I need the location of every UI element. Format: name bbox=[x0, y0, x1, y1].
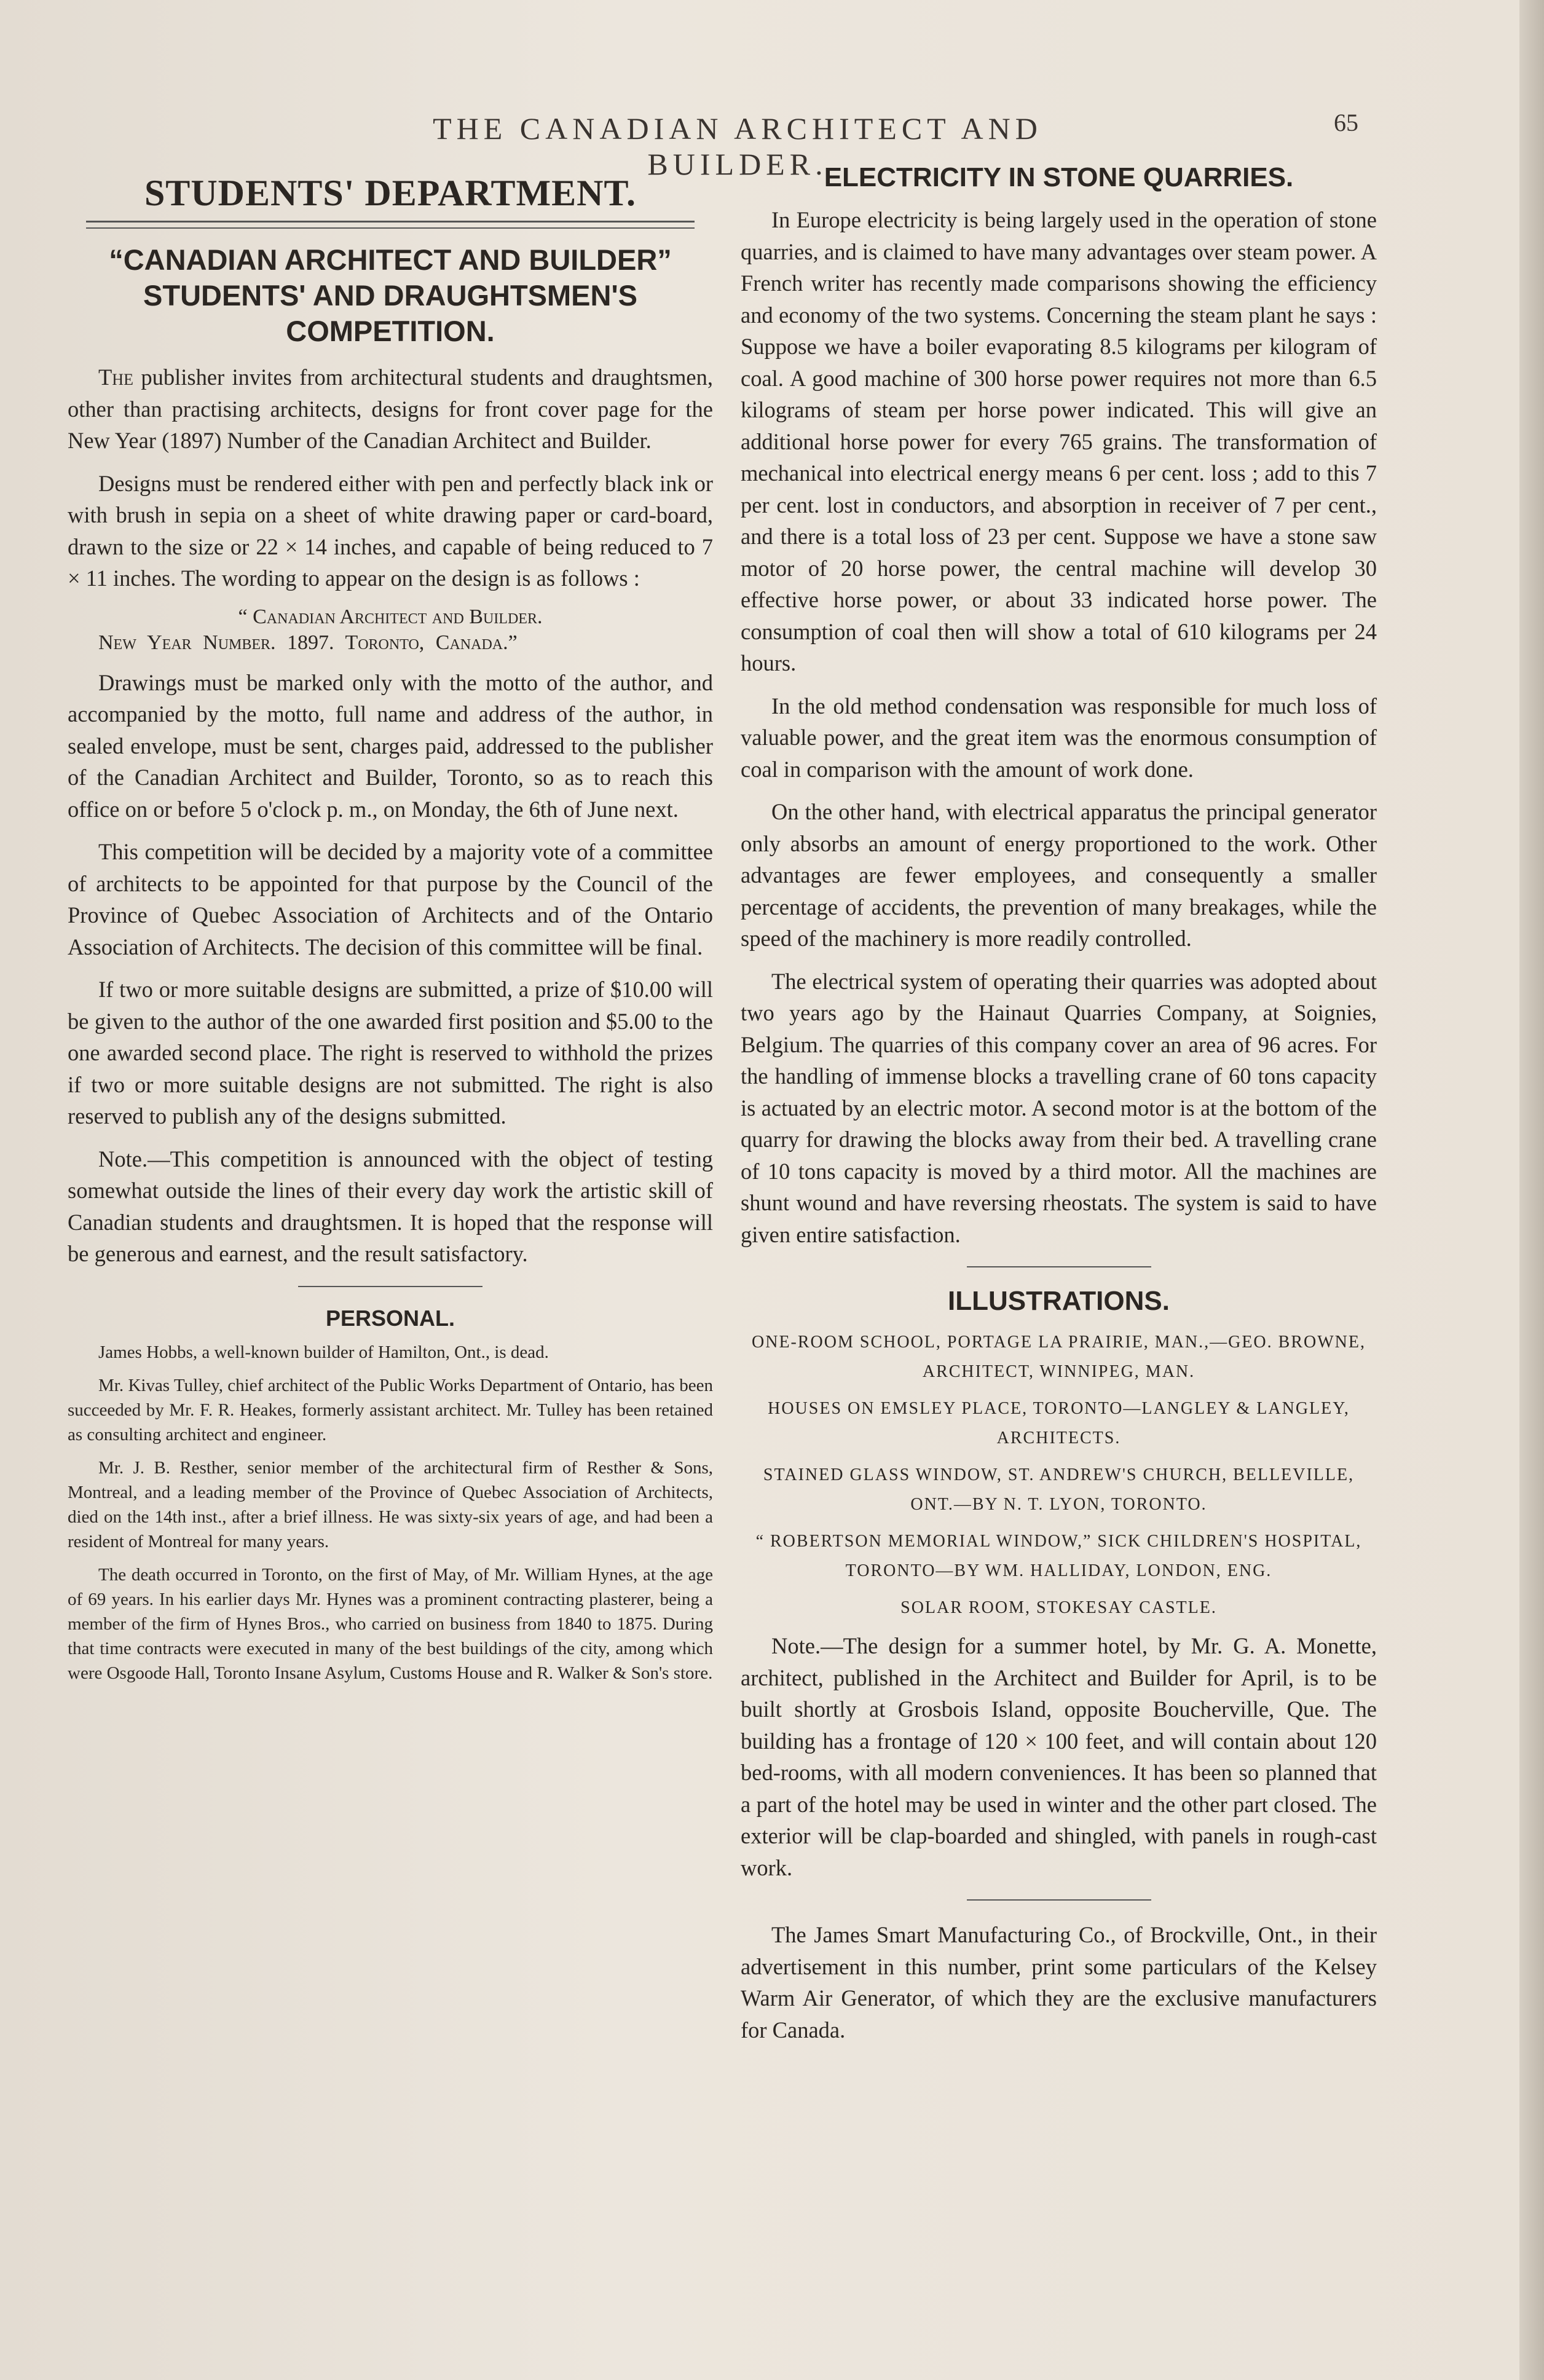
right-column bbox=[741, 154, 1377, 2057]
paragraph: This competition will be decided by a majority vote of a committee of architects to be appointed for that purpose by the Council of the Province of Quebec Association of Architects and of the Ontario Association of Architects. The decision of this committee will be final. bbox=[68, 839, 713, 959]
section-rule bbox=[967, 1266, 1151, 1267]
left-column bbox=[68, 154, 713, 1694]
personal-item: James Hobbs, a well-known builder of Hamilton, Ont., is dead. bbox=[98, 1342, 549, 1362]
paragraph: Designs must be rendered either with pen and perfectly black ink or with brush in sepia on a sheet of white drawing paper or card-board, drawn to the size or 22 × 14 inches, and capable of being reduced to 7 × 11 inches. The wording to appear on the design is as follows : bbox=[68, 470, 713, 591]
personal-heading: PERSONAL. bbox=[325, 1305, 455, 1331]
paragraph: The electrical system of operating their quarries was adopted about two years ago by the Hainaut Quarries Company, at Soignies, Belgium. The quarries of this company cover an area of 96 acres. For the handling of immense blocks a travelling crane of 60 tons capacity is actuated by an electric motor. A second motor is at the bottom of the quarry for drawing the blocks away from their bed. A travelling crane of 10 tons capacity is moved by a third motor. All the machines are shunt wound and have reversing rheostats. The system is said to have given entire satisfaction. bbox=[741, 968, 1377, 1247]
paragraph: The James Smart Manufacturing Co., of Brockville, Ont., in their advertisement in this number, print some particulars of the Kelsey Warm Air Generator, of which they are the exclusive manufacturers for Canada. bbox=[741, 1922, 1377, 2043]
illustration-caption: ONE-ROOM SCHOOL, PORTAGE LA PRAIRIE, MAN.,—GEO. BROWNE, ARCHITECT, WINNIPEG, MAN. bbox=[752, 1333, 1366, 1381]
personal-item: Mr. Kivas Tulley, chief architect of the Public Works Department of Ontario, has been succeeded by Mr. F. R. Heakes, formerly assistant architect. Mr. Tulley has been retained as consulting architect and engineer. bbox=[68, 1375, 713, 1444]
paragraph: On the other hand, with electrical apparatus the principal generator only absorbs an amount of energy proportioned to the work. Other advantages are fewer employees, and consequently a smaller percentage of accidents, the prevention of many breakages, while the speed of the machinery is more readily controlled. bbox=[741, 799, 1377, 951]
wording-line-2: New Year Number. 1897. Toronto, Canada.” bbox=[98, 631, 518, 654]
wording-line-1: “ Canadian Architect and Builder. bbox=[238, 605, 543, 628]
personal-item: The death occurred in Toronto, on the first of May, of Mr. William Hynes, at the age of 69 years. In his earlier days Mr. Hynes was a prominent contracting plasterer, being a member of the firm of Hynes Bros., who carried on business from 1840 to 1875. During that time contracts were executed in many of the best buildings of the city, among which were Osgoode Hall, Toronto Insane Asylum, Customs House and R. Walker & Son's store. bbox=[68, 1564, 713, 1683]
book-spine-edge bbox=[1519, 0, 1544, 2380]
paragraph: The publisher invites from architectural students and draughtsmen, other than practising architects, designs for front cover page for the New Year (1897) Number of the Canadian Architect and Builder. bbox=[68, 364, 713, 453]
section-rule bbox=[967, 1899, 1151, 1901]
illustration-caption: “ ROBERTSON MEMORIAL WINDOW,” SICK CHILDREN'S HOSPITAL, TORONTO—BY WM. HALLIDAY, LONDON, ENG. bbox=[755, 1532, 1362, 1580]
competition-title: “CANADIAN ARCHITECT AND BUILDER” STUDENTS' AND DRAUGHTSMEN'S COMPETITION. bbox=[109, 243, 672, 347]
paragraph: Drawings must be marked only with the motto of the author, and accompanied by the motto, full name and address of the author, in sealed envelope, must be sent, charges paid, addressed to the publisher of the Canadian Architect and Builder, Toronto, so as to reach this office on or before 5 o'clock p. m., on Monday, the 6th of June next. bbox=[68, 669, 713, 822]
page-number: 65 bbox=[1334, 109, 1358, 136]
illustration-caption: HOUSES ON EMSLEY PLACE, TORONTO—LANGLEY & LANGLEY, ARCHITECTS. bbox=[768, 1399, 1350, 1448]
electricity-heading: ELECTRICITY IN STONE QUARRIES. bbox=[824, 162, 1294, 192]
personal-item: Mr. J. B. Resther, senior member of the architectural firm of Resther & Sons, Montreal, and a leading member of the Province of Quebec Association of Architects, died on the 14th inst., after a brief illness. He was sixty-six years of age, and had been a resident of Montreal for many years. bbox=[68, 1457, 713, 1551]
paragraph: In the old method condensation was responsible for much loss of valuable power, and the great item was the enormous consumption of coal in comparison with the amount of work done. bbox=[741, 693, 1377, 782]
illustration-caption: SOLAR ROOM, STOKESAY CASTLE. bbox=[900, 1598, 1217, 1617]
paragraph: In Europe electricity is being largely used in the operation of stone quarries, and is claimed to have many advantages over steam power. A French writer has recently made comparisons showing the efficiency and economy of the two systems. Concerning the steam plant he says : Suppose we have a boiler evaporating 8.5 kilograms per kilogram of coal. A good machine of 300 horse power requires not more than 6.5 kilograms of steam per horse power indicated. This will give an additional horse power for every 765 grains. The transformation of mechanical into electrical energy means 6 per cent. loss ; add to this 7 per cent. lost in conductors, and absorption in receiver of 7 per cent., and there is a total loss of 23 per cent. Suppose we have a stone saw motor of 20 horse power, the central machine will develop 30 effective horse power, or about 33 indicated horse power. The consumption of coal then will show a total of 610 kilograms per 24 hours. bbox=[741, 207, 1377, 676]
illustrations-heading: ILLUSTRATIONS. bbox=[948, 1286, 1170, 1316]
paragraph: Note.—This competition is announced with the object of testing somewhat outside the lines of their every day work the artistic skill of Canadian students and draughtsmen. It is hoped that the response will be generous and earnest, and the result satisfactory. bbox=[68, 1146, 713, 1266]
double-rule bbox=[86, 221, 695, 229]
section-rule bbox=[298, 1286, 482, 1287]
illustration-caption: STAINED GLASS WINDOW, ST. ANDREW'S CHURCH, BELLEVILLE, ONT.—BY N. T. LYON, TORONTO. bbox=[763, 1465, 1355, 1514]
running-head: THE CANADIAN ARCHITECT AND BUILDER. bbox=[433, 111, 1042, 181]
paragraph: Note.—The design for a summer hotel, by Mr. G. A. Monette, architect, published in the Architect and Builder for April, is to be built shortly at Grosbois Island, opposite Boucherville, Que. The building has a frontage of 120 × 100 feet, and will contain about 120 bed-rooms, with all modern conveniences. It has been so planned that a part of the hotel may be used in winter and the other part closed. The exterior will be clap-boarded and shingled, with panels in rough-cast work. bbox=[741, 1633, 1377, 1880]
paragraph: If two or more suitable designs are submitted, a prize of $10.00 will be given to the author of the one awarded first position and $5.00 to the one awarded second place. The right is reserved to withhold the prizes if two or more suitable designs are not submitted. The right is also reserved to publish any of the designs submitted. bbox=[68, 977, 713, 1129]
department-heading: STUDENTS' DEPARTMENT. bbox=[144, 173, 637, 213]
